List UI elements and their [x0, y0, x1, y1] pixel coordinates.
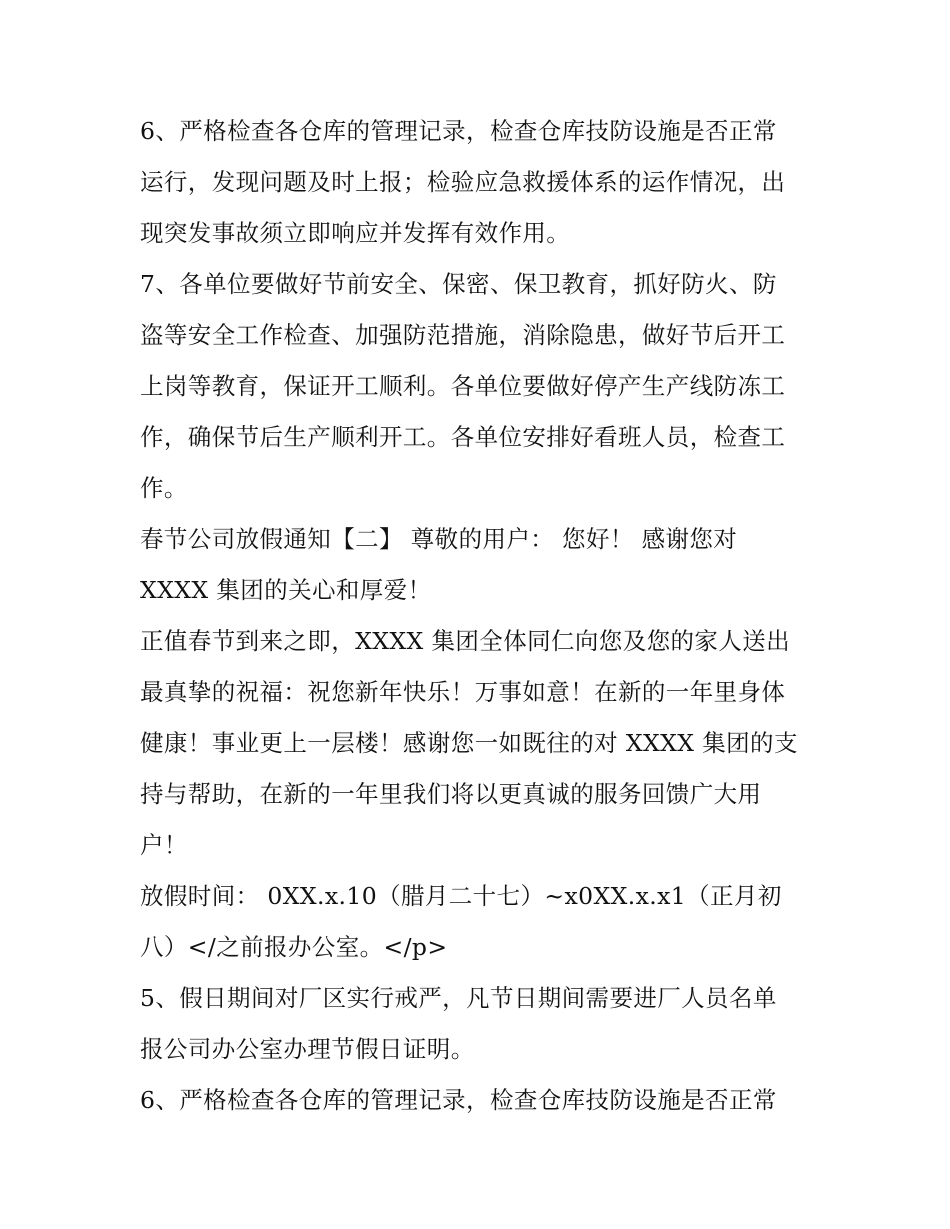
text-line: 7、各单位要做好节前安全、保密、保卫教育，抓好防火、防 [140, 270, 777, 298]
text-line: 作，确保节后生产顺利开工。各单位安排好看班人员，检查工 [140, 423, 786, 451]
text-line: 户！ [140, 831, 188, 859]
text-line: 6、严格检查各仓库的管理记录，检查仓库技防设施是否正常 [140, 117, 777, 145]
text-line: 最真挚的祝福：祝您新年快乐！万事如意！在新的一年里身体 [140, 678, 786, 706]
text-line: 正值春节到来之即，XXXX 集团全体同仁向您及您的家人送出 [140, 627, 790, 655]
text-line: 健康！事业更上一层楼！感谢您一如既往的对 XXXX 集团的支 [140, 729, 798, 757]
text-line: 6、严格检查各仓库的管理记录，检查仓库技防设施是否正常 [140, 1086, 777, 1114]
text-line: 5、假日期间对厂区实行戒严，凡节日期间需要进厂人员名单 [140, 984, 777, 1012]
text-line: 报公司办公室办理节假日证明。 [140, 1035, 475, 1063]
text-line: 盗等安全工作检查、加强防范措施，消除隐患，做好节后开工 [140, 321, 786, 349]
text-line: 持与帮助，在新的一年里我们将以更真诚的服务回馈广大用 [140, 780, 762, 808]
text-line: 现突发事故须立即响应并发挥有效作用。 [140, 219, 571, 247]
text-line: XXXX 集团的关心和厚爱！ [140, 576, 432, 604]
text-line: 作。 [140, 474, 188, 502]
text-line: 运行，发现问题及时上报；检验应急救援体系的运作情况，出 [140, 168, 786, 196]
text-line: 放假时间： 0XX.x.10（腊月二十七）~x0XX.x.x1（正月初 [140, 882, 782, 910]
text-line: 春节公司放假通知【二】 尊敬的用户： 您好！ 感谢您对 [140, 525, 738, 553]
document-body [140, 106, 820, 1126]
text-line: 上岗等教育，保证开工顺利。各单位要做好停产生产线防冻工 [140, 372, 786, 400]
text-line: 八）</之前报办公室。</p> [140, 933, 448, 961]
